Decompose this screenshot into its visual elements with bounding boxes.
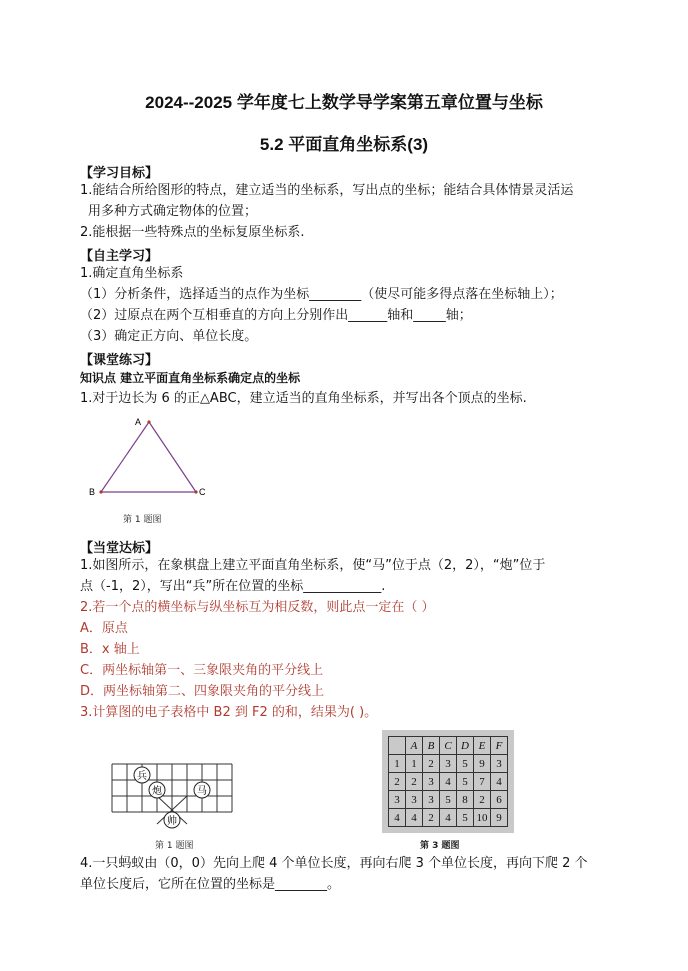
cell: 2 xyxy=(474,791,491,809)
self-study-line-4: （3）确定正方向、单位长度。 xyxy=(80,329,258,344)
cell: 2 xyxy=(406,773,423,791)
col-header: E xyxy=(474,737,491,755)
piece-bing xyxy=(134,767,150,783)
spreadsheet-row xyxy=(389,755,508,773)
col-header xyxy=(389,737,406,755)
piece-ma xyxy=(194,782,210,798)
cell: 9 xyxy=(491,809,508,827)
col-header: B xyxy=(423,737,440,755)
cell: 4 xyxy=(491,773,508,791)
cell: 5 xyxy=(457,773,474,791)
self-study-line-1: 1.确定直角坐标系 xyxy=(80,266,184,281)
chessboard-figure xyxy=(108,758,238,830)
cell: 4 xyxy=(440,809,457,827)
col-header: F xyxy=(491,737,508,755)
cell: 2 xyxy=(423,755,440,773)
option-d: D．两坐标轴第二、四象限夹角的平分线上 xyxy=(80,684,325,699)
chessboard-caption: 第 1 题图 xyxy=(155,841,194,851)
triangle-figure xyxy=(88,412,218,502)
cell: 2 xyxy=(389,773,406,791)
self-study-header: 【自主学习】 xyxy=(80,249,159,264)
vertex-c xyxy=(194,490,197,493)
spreadsheet-header-row xyxy=(389,737,508,755)
cell: 10 xyxy=(474,809,491,827)
practice-header: 【课堂练习】 xyxy=(80,353,159,368)
check-question-1a: 1.如图所示，在象棋盘上建立平面直角坐标系，使“马”位于点（2，2），“炮”位于 xyxy=(80,558,546,573)
cell: 3 xyxy=(389,791,406,809)
cell: 3 xyxy=(406,791,423,809)
label-a: A xyxy=(135,417,142,427)
cell: 8 xyxy=(457,791,474,809)
cell: 5 xyxy=(457,809,474,827)
cell: 4 xyxy=(440,773,457,791)
cell: 5 xyxy=(457,755,474,773)
col-header: C xyxy=(440,737,457,755)
cell: 6 xyxy=(491,791,508,809)
cell: 4 xyxy=(406,809,423,827)
option-c: C．两坐标轴第一、三象限夹角的平分线上 xyxy=(80,663,324,678)
cell: 3 xyxy=(440,755,457,773)
piece-pao xyxy=(149,782,165,798)
spreadsheet-row xyxy=(389,773,508,791)
goal-line-1a: 1.能结合所给图形的特点，建立适当的坐标系，写出点的坐标；能结合具体情景灵活运 xyxy=(80,183,574,198)
goal-line-1b: 用多种方式确定物体的位置； xyxy=(88,204,258,219)
label-b: B xyxy=(89,487,96,497)
spreadsheet-row xyxy=(389,809,508,827)
spreadsheet-figure xyxy=(382,730,514,833)
option-a: A．原点 xyxy=(80,621,128,636)
piece-bing-label: 兵 xyxy=(137,771,147,782)
cell: 4 xyxy=(389,809,406,827)
cell: 2 xyxy=(423,809,440,827)
check-header: 【当堂达标】 xyxy=(80,541,159,556)
check-question-3: 3.计算图的电子表格中 B2 到 F2 的和，结果为( )。 xyxy=(80,705,378,720)
self-study-line-3: （2）过原点在两个互相垂直的方向上分别作出______轴和_____轴； xyxy=(80,308,472,323)
col-header: D xyxy=(457,737,474,755)
label-c: C xyxy=(199,487,206,497)
spreadsheet-row xyxy=(389,791,508,809)
cell: 1 xyxy=(389,755,406,773)
vertex-b xyxy=(99,490,102,493)
piece-pao-label: 炮 xyxy=(152,786,162,797)
document-title: 2024--2025 学年度七上数学导学案第五章位置与坐标 xyxy=(145,93,543,112)
goals-header: 【学习目标】 xyxy=(80,166,159,181)
piece-shuai-label: 帅 xyxy=(167,816,177,827)
triangle-side-ab xyxy=(101,422,149,492)
triangle-caption: 第 1 题图 xyxy=(123,515,162,525)
self-study-line-2: （1）分析条件，选择适当的点作为坐标________（使尽可能多得点落在坐标轴上）； xyxy=(80,287,563,302)
col-header: A xyxy=(406,737,423,755)
option-b: B．x 轴上 xyxy=(80,642,140,657)
cell: 3 xyxy=(491,755,508,773)
piece-shuai xyxy=(164,812,180,828)
cell: 9 xyxy=(474,755,491,773)
vertex-a xyxy=(147,420,150,423)
triangle-side-ac xyxy=(149,422,196,492)
cell: 7 xyxy=(474,773,491,791)
knowledge-point: 知识点 建立平面直角坐标系确定点的坐标 xyxy=(80,371,301,385)
practice-question-1: 1.对于边长为 6 的正△ABC，建立适当的直角坐标系，并写出各个顶点的坐标. xyxy=(80,391,527,406)
cell: 5 xyxy=(440,791,457,809)
section-title: 5.2 平面直角坐标系(3) xyxy=(259,135,429,154)
spreadsheet-table xyxy=(388,736,508,827)
check-question-1b: 点（-1，2），写出“兵”所在位置的坐标____________. xyxy=(80,579,386,594)
cell: 1 xyxy=(406,755,423,773)
check-question-2: 2.若一个点的横坐标与纵坐标互为相反数，则此点一定在（ ） xyxy=(80,600,435,615)
cell: 3 xyxy=(423,791,440,809)
piece-ma-label: 马 xyxy=(197,786,207,797)
cell: 3 xyxy=(423,773,440,791)
check-question-4a: 4.一只蚂蚁由（0，0）先向上爬 4 个单位长度，再向右爬 3 个单位长度，再向下爬 2 个 xyxy=(80,856,588,871)
spreadsheet-caption: 第 3 题图 xyxy=(420,841,460,851)
check-question-4b: 单位长度后，它所在位置的坐标是________。 xyxy=(80,877,341,892)
goal-line-2: 2.能根据一些特殊点的坐标复原坐标系. xyxy=(80,225,305,240)
